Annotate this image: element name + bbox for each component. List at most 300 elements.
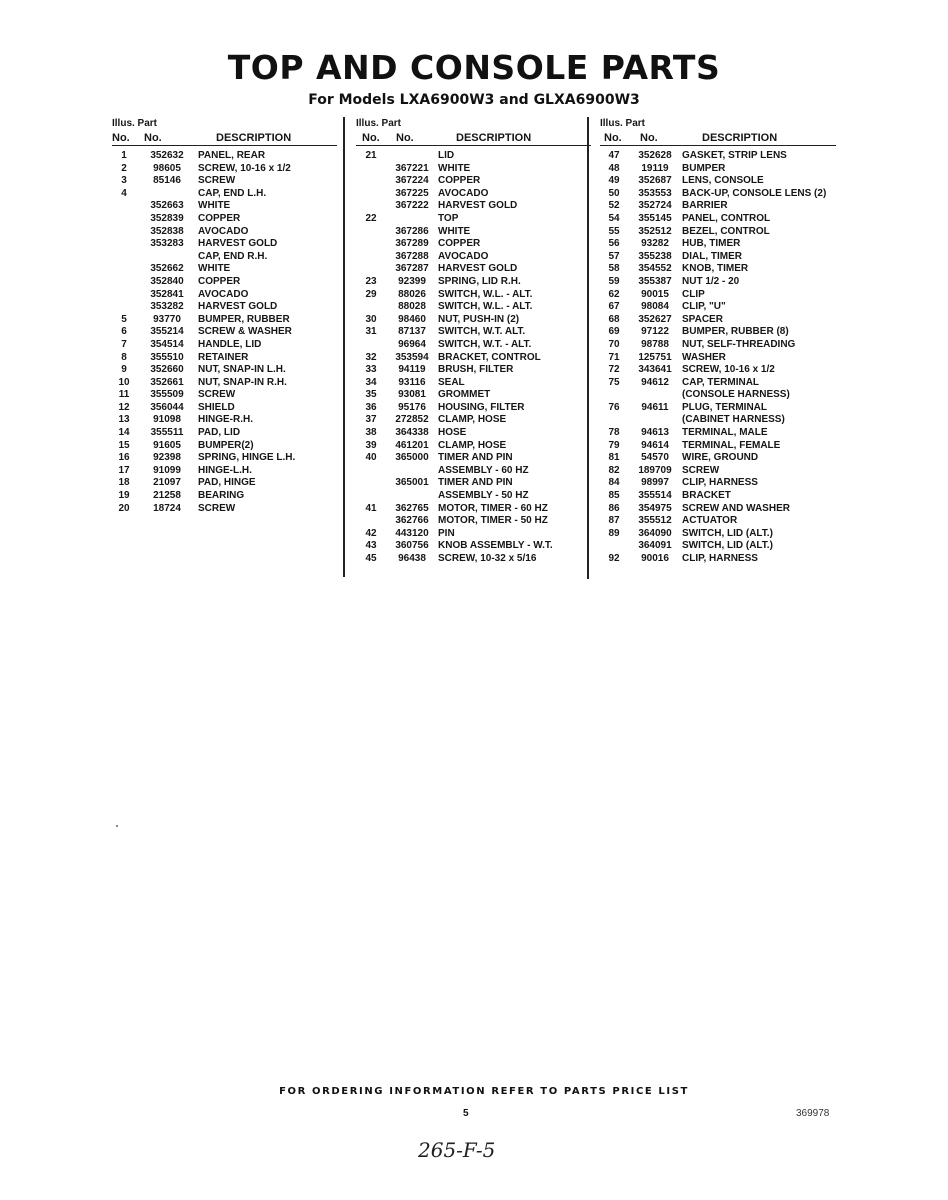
part-description: SCREW, 10-16 x 1/2 [198, 162, 291, 174]
table-row [356, 238, 591, 251]
part-number: 362765 [395, 502, 429, 514]
part-number: 352662 [150, 263, 184, 275]
part-description: BACK-UP, CONSOLE LENS (2) [682, 187, 827, 199]
part-description: HINGE-R.H. [198, 414, 253, 426]
page-number: 5 [463, 1108, 469, 1119]
illus-number: 79 [608, 439, 620, 451]
table-row [112, 352, 337, 365]
header-illus-no: No. [112, 132, 130, 144]
part-description: LENS, CONSOLE [682, 175, 764, 187]
table-row [356, 414, 591, 427]
illus-number: 75 [608, 376, 620, 388]
part-number: 93116 [398, 376, 426, 388]
table-row [356, 150, 591, 163]
part-description: HUB, TIMER [682, 238, 741, 250]
part-number: 93770 [153, 313, 181, 325]
part-description: HARVEST GOLD [438, 200, 518, 212]
table-row [600, 427, 836, 440]
part-number: 353282 [150, 301, 184, 313]
part-description: MOTOR, TIMER - 50 HZ [438, 515, 548, 527]
part-number: 461201 [395, 439, 429, 451]
illus-number: 32 [365, 351, 377, 363]
illus-number: 6 [121, 326, 127, 338]
header-illus-no: No. [362, 132, 380, 144]
table-row [112, 427, 337, 440]
part-description: NUT, SELF-THREADING [682, 338, 796, 350]
header-description: DESCRIPTION [216, 132, 292, 144]
table-row [356, 477, 591, 490]
part-description: TIMER AND PIN [438, 452, 513, 464]
part-number: 93282 [641, 238, 669, 250]
table-row [600, 238, 836, 251]
illus-number: 13 [118, 414, 130, 426]
table-row [600, 389, 836, 402]
table-row [112, 414, 337, 427]
part-description: TIMER AND PIN [438, 477, 513, 489]
table-row [112, 402, 337, 415]
document-number: 369978 [796, 1108, 830, 1119]
illus-number [356, 188, 386, 201]
part-description: WHITE [438, 225, 471, 237]
table-row [356, 440, 591, 453]
part-number: 91605 [153, 439, 181, 451]
illus-number: 92 [608, 553, 620, 564]
table-row [356, 226, 591, 239]
part-number: 367287 [395, 263, 429, 275]
part-number: 353283 [150, 238, 184, 250]
page-subtitle: For Models LXA6900W3 and GLXA6900W3 [308, 92, 640, 108]
part-description: HOUSING, FILTER [438, 401, 525, 413]
part-number [136, 188, 198, 201]
part-description: SPRING, LID R.H. [438, 275, 521, 287]
part-number: 355387 [638, 275, 672, 287]
part-description: SCREW & WASHER [198, 326, 292, 338]
table-row [356, 276, 591, 289]
part-description: SEAL [438, 376, 465, 388]
part-description: CLIP, HARNESS [682, 553, 758, 564]
illus-number: 35 [365, 389, 377, 401]
illus-number: 86 [608, 502, 620, 514]
part-number: 443120 [395, 527, 429, 539]
header-part-no: No. [144, 132, 162, 144]
table-row [356, 200, 591, 213]
table-row [356, 528, 591, 541]
illus-number: 68 [608, 313, 620, 325]
part-number: 87137 [398, 326, 426, 338]
table-row [600, 465, 836, 478]
part-number: 98605 [153, 162, 181, 174]
table-row [112, 364, 337, 377]
part-description: BRUSH, FILTER [438, 364, 514, 376]
part-description: BEARING [198, 490, 245, 502]
part-number: 367222 [395, 200, 429, 212]
part-number: 88026 [398, 288, 426, 300]
illus-number [356, 251, 386, 264]
part-number: 90016 [641, 553, 669, 564]
part-description: NUT, PUSH-IN (2) [438, 313, 520, 325]
part-number: 352840 [150, 275, 184, 287]
parts-rows [600, 150, 836, 566]
part-number: 21258 [153, 490, 181, 502]
ordering-note: FOR ORDERING INFORMATION REFER TO PARTS PRICE LIST [279, 1086, 689, 1097]
table-row [600, 352, 836, 365]
part-description: DIAL, TIMER [682, 250, 742, 262]
part-number: 352663 [150, 200, 184, 212]
table-row [112, 326, 337, 339]
table-row [112, 200, 337, 213]
part-description: SCREW [198, 175, 236, 187]
table-row [112, 440, 337, 453]
part-number: 98084 [641, 301, 669, 313]
part-description: ASSEMBLY - 60 HZ [438, 464, 529, 476]
table-row [356, 503, 591, 516]
part-number: 272852 [395, 414, 429, 426]
table-row [600, 301, 836, 314]
part-description: BUMPER, RUBBER (8) [682, 326, 789, 338]
table-row [112, 477, 337, 490]
parts-column-1 [112, 118, 337, 515]
column-divider [343, 117, 345, 577]
part-description: BRACKET [682, 490, 731, 502]
table-row [112, 163, 337, 176]
table-row [600, 263, 836, 276]
illus-number [356, 175, 386, 188]
table-row [600, 163, 836, 176]
table-row [112, 188, 337, 201]
table-row [600, 150, 836, 163]
part-number: 352841 [150, 288, 184, 300]
table-row [112, 389, 337, 402]
table-row [356, 314, 591, 327]
illus-number [112, 238, 136, 251]
illus-number: 59 [608, 275, 620, 287]
illus-number [356, 163, 386, 176]
header-part-no: No. [640, 132, 658, 144]
part-number: 54570 [641, 452, 669, 464]
part-number: 98788 [641, 338, 669, 350]
table-row [356, 352, 591, 365]
part-number: 343641 [638, 364, 672, 376]
part-description: HARVEST GOLD [438, 263, 518, 275]
illus-number: 41 [365, 502, 377, 514]
illus-number: 76 [608, 401, 620, 413]
part-description: SCREW [198, 389, 236, 401]
illus-number: 81 [608, 452, 620, 464]
table-row [356, 490, 591, 503]
part-number: 95176 [398, 401, 426, 413]
illus-number: 55 [608, 225, 620, 237]
table-row [356, 163, 591, 176]
parts-column-3 [600, 118, 836, 566]
table-row [112, 452, 337, 465]
illus-number: 48 [608, 162, 620, 174]
part-description: CLAMP, HOSE [438, 439, 507, 451]
part-number: 18724 [153, 502, 181, 514]
illus-number: 34 [365, 376, 377, 388]
part-description: SWITCH, W.L. - ALT. [438, 301, 533, 313]
header-description: DESCRIPTION [702, 132, 778, 144]
part-number: 90015 [641, 288, 669, 300]
illus-number: 84 [608, 477, 620, 489]
illus-number: 43 [365, 540, 377, 552]
illus-number: 62 [608, 288, 620, 300]
illus-number: 47 [608, 150, 620, 161]
part-description: CLAMP, HOSE [438, 414, 507, 426]
part-description: BUMPER(2) [198, 439, 254, 451]
illus-number: 12 [118, 401, 130, 413]
illus-number: 72 [608, 364, 620, 376]
illus-number: 5 [121, 313, 127, 325]
table-row [356, 175, 591, 188]
part-number: 96964 [398, 338, 426, 350]
table-row [356, 188, 591, 201]
table-row [112, 238, 337, 251]
scan-speck [116, 825, 118, 827]
illus-number [112, 263, 136, 276]
part-number [386, 465, 438, 478]
illus-number [112, 200, 136, 213]
part-number: 98460 [398, 313, 426, 325]
illus-number [600, 389, 628, 402]
illus-number: 45 [365, 553, 377, 564]
part-description: SPRING, HINGE L.H. [198, 452, 296, 464]
part-number: 94614 [641, 439, 669, 451]
part-number: 364090 [638, 527, 672, 539]
part-description: NUT, SNAP-IN R.H. [198, 376, 287, 388]
illus-number [112, 301, 136, 314]
part-description: SPACER [682, 313, 723, 325]
table-row [356, 263, 591, 276]
part-description: TOP [438, 212, 459, 224]
handwritten-note: 265-F-5 [418, 1138, 496, 1162]
part-description: BARRIER [682, 200, 728, 212]
part-number [386, 490, 438, 503]
table-row [112, 263, 337, 276]
part-description: LID [438, 150, 455, 161]
table-row [600, 289, 836, 302]
parts-rows [112, 150, 337, 515]
part-number: 360756 [395, 540, 429, 552]
illus-number: 16 [118, 452, 130, 464]
part-description: PLUG, TERMINAL [682, 401, 767, 413]
part-description: SCREW, 10-16 x 1/2 [682, 364, 775, 376]
part-description: TERMINAL, FEMALE [682, 439, 781, 451]
part-number: 352838 [150, 225, 184, 237]
illus-number: 18 [118, 477, 130, 489]
part-number: 21097 [153, 477, 181, 489]
illus-number: 70 [608, 338, 620, 350]
part-description: KNOB, TIMER [682, 263, 749, 275]
part-number: 352660 [150, 364, 184, 376]
column-header [600, 118, 836, 146]
part-number: 96438 [398, 553, 426, 564]
header-illus-part: Illus. Part [112, 118, 158, 129]
table-row [600, 339, 836, 352]
part-description: HANDLE, LID [198, 338, 262, 350]
part-number: 353553 [638, 187, 672, 199]
part-description: WASHER [682, 351, 726, 363]
part-description: RETAINER [198, 351, 249, 363]
column-header [356, 118, 591, 146]
part-description: NUT 1/2 - 20 [682, 275, 740, 287]
illus-number: 85 [608, 490, 620, 502]
illus-number: 52 [608, 200, 620, 212]
illus-number: 21 [365, 150, 377, 161]
header-illus-no: No. [604, 132, 622, 144]
table-row [356, 452, 591, 465]
illus-number [112, 276, 136, 289]
part-number: 367225 [395, 187, 429, 199]
part-number: 367286 [395, 225, 429, 237]
parts-rows [356, 150, 591, 566]
header-illus-part: Illus. Part [356, 118, 402, 129]
part-number: 355509 [150, 389, 184, 401]
illus-number: 37 [365, 414, 377, 426]
illus-number: 36 [365, 401, 377, 413]
part-number: 92399 [398, 275, 426, 287]
part-description: COPPER [198, 212, 241, 224]
part-number: 94611 [641, 401, 669, 413]
illus-number: 8 [121, 351, 127, 363]
part-description: BUMPER, RUBBER [198, 313, 290, 325]
part-description: CAP, END R.H. [198, 250, 268, 262]
part-description: PAD, HINGE [198, 477, 256, 489]
illus-number: 10 [118, 376, 130, 388]
table-row [112, 465, 337, 478]
table-row [600, 452, 836, 465]
part-description: TERMINAL, MALE [682, 427, 768, 439]
illus-number: 56 [608, 238, 620, 250]
illus-number: 9 [121, 364, 127, 376]
part-description: HARVEST GOLD [198, 238, 278, 250]
table-row [600, 377, 836, 390]
part-description: KNOB ASSEMBLY - W.T. [438, 540, 553, 552]
table-row [356, 213, 591, 226]
table-row [112, 503, 337, 516]
illus-number [356, 301, 386, 314]
illus-number: 15 [118, 439, 130, 451]
part-description: GASKET, STRIP LENS [682, 150, 787, 161]
table-row [112, 490, 337, 503]
part-description: MOTOR, TIMER - 60 HZ [438, 502, 548, 514]
part-description: WHITE [438, 162, 471, 174]
illus-number: 22 [365, 212, 377, 224]
table-row [112, 251, 337, 264]
illus-number [356, 200, 386, 213]
illus-number [356, 263, 386, 276]
page-title: TOP AND CONSOLE PARTS [227, 48, 721, 87]
part-description: GROMMET [438, 389, 491, 401]
table-row [600, 200, 836, 213]
illus-number: 4 [121, 187, 127, 199]
table-row [600, 440, 836, 453]
part-number: 94613 [641, 427, 669, 439]
illus-number: 58 [608, 263, 620, 275]
part-number: 355510 [150, 351, 184, 363]
illus-number: 1 [121, 150, 127, 161]
part-number [628, 389, 682, 402]
part-description: NUT, SNAP-IN L.H. [198, 364, 286, 376]
table-row [356, 301, 591, 314]
part-number: 367224 [395, 175, 429, 187]
part-number: 85146 [153, 175, 181, 187]
illus-number: 57 [608, 250, 620, 262]
illus-number [356, 490, 386, 503]
illus-number [600, 540, 628, 553]
table-row [356, 515, 591, 528]
part-number: 98997 [641, 477, 669, 489]
part-number: 352687 [638, 175, 672, 187]
part-description: WIRE, GROUND [682, 452, 759, 464]
illus-number: 20 [118, 502, 130, 514]
part-number: 353594 [395, 351, 429, 363]
table-row [356, 251, 591, 264]
part-number [386, 150, 438, 163]
illus-number [356, 238, 386, 251]
table-row [600, 326, 836, 339]
part-description: SCREW AND WASHER [682, 502, 790, 514]
part-number: 367288 [395, 250, 429, 262]
column-header [112, 118, 337, 146]
part-number: 97122 [641, 326, 669, 338]
part-description: HINGE-L.H. [198, 464, 252, 476]
part-number: 367221 [395, 162, 429, 174]
part-description: SWITCH, LID (ALT.) [682, 527, 773, 539]
part-number: 19119 [641, 162, 669, 174]
table-row [600, 364, 836, 377]
table-row [600, 314, 836, 327]
table-row [356, 389, 591, 402]
illus-number: 71 [608, 351, 620, 363]
illus-number: 87 [608, 515, 620, 527]
table-row [112, 213, 337, 226]
part-number: 355511 [150, 427, 184, 439]
part-number: 88028 [398, 301, 426, 313]
table-row [356, 326, 591, 339]
illus-number: 49 [608, 175, 620, 187]
part-description: SWITCH, LID (ALT.) [682, 540, 773, 552]
table-row [112, 289, 337, 302]
part-number: 355514 [638, 490, 672, 502]
illus-number [356, 226, 386, 239]
table-row [600, 276, 836, 289]
part-number: 91098 [153, 414, 181, 426]
illus-number [600, 414, 628, 427]
part-number: 352512 [638, 225, 672, 237]
illus-number: 39 [365, 439, 377, 451]
illus-number: 69 [608, 326, 620, 338]
illus-number [112, 226, 136, 239]
illus-number: 50 [608, 187, 620, 199]
header-description: DESCRIPTION [456, 132, 532, 144]
part-number: 354552 [638, 263, 672, 275]
part-description: BRACKET, CONTROL [438, 351, 541, 363]
illus-number: 23 [365, 275, 377, 287]
illus-number: 82 [608, 464, 620, 476]
table-row [600, 540, 836, 553]
part-description: BUMPER [682, 162, 726, 174]
part-description: CLIP [682, 288, 705, 300]
illus-number: 30 [365, 313, 377, 325]
part-number: 356044 [150, 401, 184, 413]
table-row [356, 540, 591, 553]
illus-number [356, 339, 386, 352]
part-number: 365001 [395, 477, 429, 489]
table-row [356, 465, 591, 478]
part-number: 364338 [395, 427, 429, 439]
illus-number: 89 [608, 527, 620, 539]
table-row [356, 289, 591, 302]
